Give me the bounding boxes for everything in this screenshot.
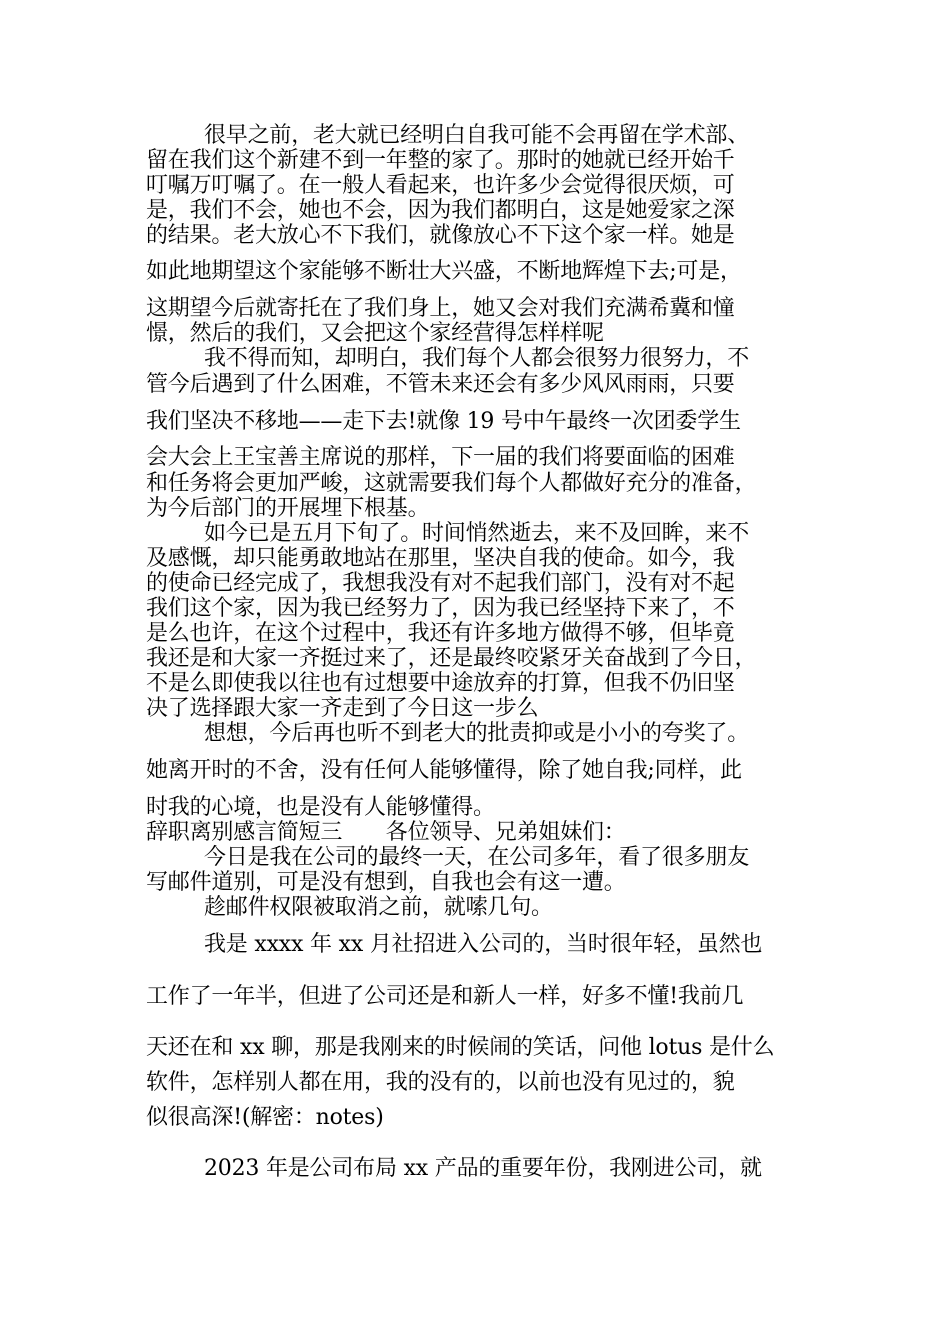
section-heading: 辞职离别感言简短三 各位领导、兄弟姐妹们：: [146, 820, 626, 845]
text-line: 我们这个家，因为我已经努力了，因为我已经坚持下来了，不: [146, 596, 735, 621]
text-line: 我还是和大家一齐挺过来了，还是最终咬紧牙关奋战到了今日，: [146, 646, 757, 671]
text-line: 为今后部门的开展埋下根基。: [146, 496, 430, 521]
text-line: 如今已是五月下旬了。时间悄然逝去，来不及回眸，来不: [204, 521, 750, 546]
text-line: 不是么即使我以往也有过想要中途放弃的打算，但我不仍旧坚: [146, 671, 735, 696]
text-line: 我是 xxxx 年 xx 月社招进入公司的，当时很年轻，虽然也: [204, 932, 763, 957]
text-line: 时我的心境，也是没有人能够懂得。: [146, 795, 495, 820]
text-line: 想想，今后再也听不到老大的批责抑或是小小的夸奖了。: [204, 721, 750, 746]
text-line: 今日是我在公司的最终一天，在公司多年，看了很多朋友: [204, 845, 750, 870]
text-line: 天还在和 xx 聊，那是我刚来的时候闹的笑话，问他 lotus 是什么: [146, 1035, 775, 1060]
text-line: 的使命已经完成了，我想我没有对不起我们部门，没有对不起: [146, 571, 735, 596]
text-line: 憬，然后的我们，又会把这个家经营得怎样样呢: [146, 321, 604, 346]
text-line: 及感慨，却只能勇敢地站在那里，坚决自我的使命。如今，我: [146, 546, 735, 571]
text-line: 写邮件道别，可是没有想到，自我也会有这一遭。: [146, 870, 626, 895]
text-line: 趁邮件权限被取消之前，就嗦几句。: [204, 895, 553, 920]
text-line: 决了选择跟大家一齐走到了今日这一步么: [146, 696, 539, 721]
text-line: 似很高深!(解密：notes): [146, 1105, 384, 1130]
text-line: 这期望今后就寄托在了我们身上，她又会对我们充满希冀和憧: [146, 296, 735, 321]
text-line: 她离开时的不舍，没有任何人能够懂得，除了她自我;同样，此: [146, 758, 742, 783]
text-line: 是，我们不会，她也不会，因为我们都明白，这是她爱家之深: [146, 198, 735, 223]
text-line: 和任务将会更加严峻，这就需要我们每个人都做好充分的准备，: [146, 471, 757, 496]
text-line: 管今后遇到了什么困难，不管未来还会有多少风风雨雨，只要: [146, 372, 735, 397]
text-line: 是么也许，在这个过程中，我还有许多地方做得不够，但毕竟: [146, 621, 735, 646]
text-line: 的结果。老大放心不下我们，就像放心不下这个家一样。她是: [146, 223, 735, 248]
text-line: 软件，怎样别人都在用，我的没有的，以前也没有见过的，貌: [146, 1070, 735, 1095]
text-line: 我们坚决不移地——走下去!就像 19 号中午最终一次团委学生: [146, 409, 741, 434]
text-line: 工作了一年半，但进了公司还是和新人一样，好多不懂!我前几: [146, 984, 744, 1009]
text-line: 会大会上王宝善主席说的那样，下一届的我们将要面临的困难: [146, 445, 735, 470]
text-line: 如此地期望这个家能够不断壮大兴盛，不断地辉煌下去;可是，: [146, 259, 742, 284]
text-line: 我不得而知，却明白，我们每个人都会很努力很努力，不: [204, 346, 750, 371]
text-line: 2023 年是公司布局 xx 产品的重要年份，我刚进公司，就: [204, 1156, 762, 1181]
text-line: 很早之前，老大就已经明白自我可能不会再留在学术部、: [204, 123, 750, 148]
text-line: 叮嘱万叮嘱了。在一般人看起来，也许多少会觉得很厌烦，可: [146, 173, 735, 198]
text-line: 留在我们这个新建不到一年整的家了。那时的她就已经开始千: [146, 148, 735, 173]
